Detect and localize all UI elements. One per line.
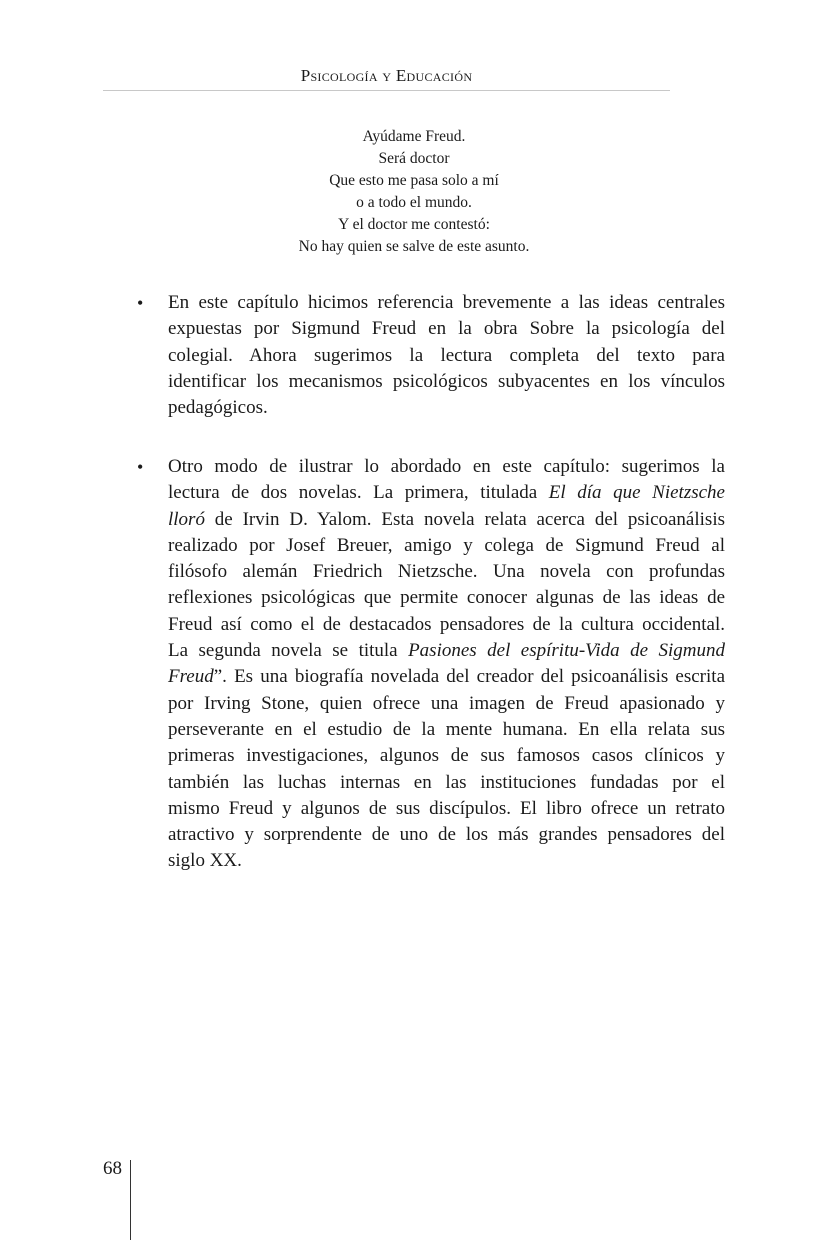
poem-line: No hay quien se salve de este asunto. (298, 238, 530, 255)
body-text: perseverante en el estudio de la mente humana. En ella relata sus (168, 718, 725, 740)
body-text: por Irving Stone, quien ofrece una imagen de Freud apasionado y (168, 692, 725, 714)
body-text: mismo Freud y algunos de sus discípulos. El libro ofrece un retrato (168, 797, 725, 819)
text-line (168, 691, 725, 717)
body-text: identificar los mecanismos psicológicos subyacentes en los vínculos (168, 370, 725, 392)
text-line (168, 290, 725, 316)
body-text: siglo XX. (168, 850, 242, 872)
italic-title-text: lloró (168, 508, 205, 530)
text-line (168, 507, 725, 533)
body-text: ”. Es una biografía novelada del creador del psicoanálisis escrita (213, 666, 725, 688)
text-line (168, 664, 725, 690)
body-text: expuestas por Sigmund Freud en la obra Sobre la psicología del (168, 318, 725, 340)
poem-line: Será doctor (378, 150, 450, 167)
text-line (168, 395, 725, 421)
poem-line: Y el doctor me contestó: (338, 216, 490, 233)
text-line (168, 454, 725, 480)
body-text: filósofo alemán Friedrich Nietzsche. Una novela con profundas (168, 561, 725, 583)
body-text: primeras investigaciones, algunos de sus famosos casos clínicos y (168, 745, 725, 767)
text-line (168, 822, 725, 848)
text-line (168, 585, 725, 611)
text-line (168, 533, 725, 559)
page-number: 68 (103, 1158, 122, 1179)
poem (200, 126, 628, 258)
bullet-paragraph-freud-reading (137, 290, 725, 421)
text-line (168, 369, 725, 395)
body-text: realizado por Josef Breuer, amigo y colega de Sigmund Freud al (168, 534, 725, 556)
text-line (168, 559, 725, 585)
italic-title-text: El día que Nietzsche (548, 482, 725, 504)
body-text: La segunda novela se titula (168, 640, 409, 662)
body-text: colegial. Ahora sugerimos la lectura completa del texto para (168, 344, 725, 366)
body-text: reflexiones psicológicas que permite conocer algunas de las ideas de (168, 587, 725, 609)
body-text: En este capítulo hicimos referencia brevemente a las ideas centrales (168, 292, 725, 313)
bullet-marker: • (137, 293, 144, 313)
body-text: Otro modo de ilustrar lo abordado en este capítulo: sugerimos la (168, 456, 725, 477)
text-line (168, 770, 725, 796)
text-line (168, 796, 725, 822)
body-text: de Irvin D. Yalom. Esta novela relata acerca del psicoanálisis (204, 508, 725, 530)
body-text: Freud así como el de destacados pensadores de la cultura occidental. (168, 613, 725, 635)
text-line (168, 743, 725, 769)
body-text: también las luchas internas en las instituciones fundadas por el (168, 771, 725, 793)
bullet-marker: • (137, 457, 144, 477)
poem-line: Ayúdame Freud. (362, 128, 466, 145)
text-line (168, 717, 725, 743)
body-text: atractivo y sorprendente de uno de los más grandes pensadores del (168, 824, 725, 846)
text-line (168, 480, 725, 506)
poem-line: o a todo el mundo. (356, 194, 472, 211)
text-line (168, 638, 725, 664)
text-line (168, 316, 725, 342)
running-header: Psicología y Educación (300, 66, 473, 85)
body-text: pedagógicos. (168, 397, 268, 419)
text-line (168, 612, 725, 638)
italic-title-text: Pasiones del espíritu-Vida de Sigmund (408, 640, 725, 662)
bullet-paragraph-novels (137, 454, 725, 875)
header-rule (103, 90, 670, 91)
italic-title-text: Freud (168, 666, 214, 688)
text-line (168, 343, 725, 369)
body-text: lectura de dos novelas. La primera, titulada (168, 482, 549, 504)
page-number-rule (130, 1160, 131, 1240)
poem-line: Que esto me pasa solo a mí (329, 172, 499, 189)
text-line (168, 848, 725, 874)
